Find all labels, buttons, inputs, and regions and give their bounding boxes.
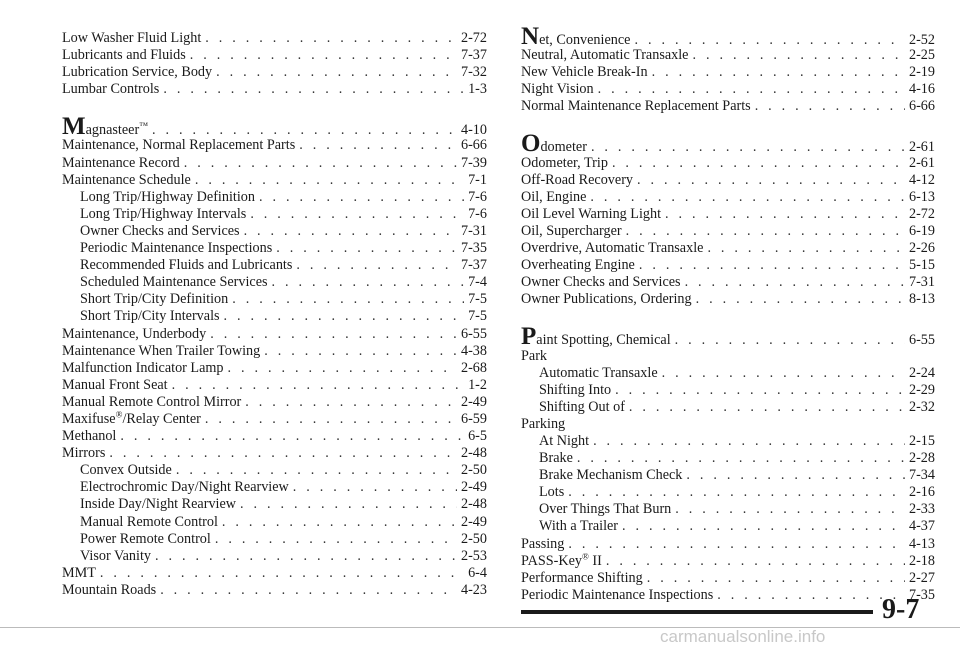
section-initial-p: P <box>521 323 537 351</box>
index-entry: Owner Checks and Services . . . 7-31 <box>521 274 935 291</box>
index-entry: Methanol . . . 6-5 <box>62 428 487 445</box>
index-entry: Maintenance, Normal Replacement Parts . . . 6-66 <box>62 137 487 154</box>
index-entry: Maxifuse®/Relay Center . . . 6-59 <box>62 411 487 428</box>
index-subentry: At Night . . . 2-15 <box>521 433 935 450</box>
index-subentry: Periodic Maintenance Inspections . . . 7-35 <box>62 240 487 257</box>
index-subentry: Short Trip/City Intervals . . . 7-5 <box>62 308 487 325</box>
index-entry: Performance Shifting . . . 2-27 <box>521 570 935 587</box>
index-subentry: Brake Mechanism Check . . . 7-34 <box>521 467 935 484</box>
index-subentry: Scheduled Maintenance Services . . . 7-4 <box>62 274 487 291</box>
section-initial-n: N <box>521 23 540 50</box>
registered-symbol: ® <box>581 550 589 561</box>
page-number: 9-7 <box>882 594 920 625</box>
index-heading: Park <box>521 347 548 364</box>
index-entry: Lumbar Controls . . . 1-3 <box>62 81 487 98</box>
index-entry: PASS-Key® II . . . 2-18 <box>521 553 935 570</box>
index-subentry: With a Trailer . . . 4-37 <box>521 518 935 535</box>
registered-symbol: ® <box>115 409 123 420</box>
index-entry-section-o: Odometer . . . 2-61 <box>521 137 935 154</box>
footer-rule <box>521 610 873 614</box>
index-entry: MMT . . . 6-4 <box>62 565 487 582</box>
section-initial-m: M <box>62 113 86 141</box>
index-subentry: Electrochromic Day/Night Rearview . . . 2-49 <box>62 479 487 496</box>
index-subentry: Shifting Out of . . . 2-32 <box>521 399 935 416</box>
index-subentry: Short Trip/City Definition . . . 7-5 <box>62 291 487 308</box>
index-entry: Normal Maintenance Replacement Parts . . . 6-66 <box>521 98 935 115</box>
index-column-left <box>62 30 487 599</box>
section-initial-o: O <box>521 130 541 158</box>
index-entry: Maintenance, Underbody . . . 6-55 <box>62 326 487 343</box>
index-subentry: Visor Vanity . . . 2-53 <box>62 548 487 565</box>
index-heading: Parking <box>521 415 566 432</box>
index-subentry: Convex Outside . . . 2-50 <box>62 462 487 479</box>
index-entry: Maintenance When Trailer Towing . . . 4-38 <box>62 343 487 360</box>
index-entry: Lubrication Service, Body . . . 7-32 <box>62 64 487 81</box>
index-entry-section-n: Net, Convenience . . . 2-52 <box>521 30 935 47</box>
index-entry-section-m: Magnasteer™ . . . 4-10 <box>62 120 487 137</box>
index-entry: Oil, Engine . . . 6-13 <box>521 189 935 206</box>
index-subentry: Recommended Fluids and Lubricants . . . 7-37 <box>62 257 487 274</box>
index-entry: Overdrive, Automatic Transaxle . . . 2-26 <box>521 240 935 257</box>
index-entry: Maintenance Schedule . . . 7-1 <box>62 172 487 189</box>
index-entry: Oil Level Warning Light . . . 2-72 <box>521 206 935 223</box>
index-entry: Owner Publications, Ordering . . . 8-13 <box>521 291 935 308</box>
index-entry: Lubricants and Fluids . . . 7-37 <box>62 47 487 64</box>
index-subentry: Inside Day/Night Rearview . . . 2-48 <box>62 496 487 513</box>
index-entry: Manual Remote Control Mirror . . . 2-49 <box>62 394 487 411</box>
index-subentry: Owner Checks and Services . . . 7-31 <box>62 223 487 240</box>
index-entry: Low Washer Fluid Light . . . 2-72 <box>62 30 487 47</box>
index-entry: Malfunction Indicator Lamp . . . 2-68 <box>62 360 487 377</box>
index-subentry: Brake . . . 2-28 <box>521 450 935 467</box>
index-subentry: Manual Remote Control . . . 2-49 <box>62 514 487 531</box>
index-subentry: Lots . . . 2-16 <box>521 484 935 501</box>
index-entry: Maintenance Record . . . 7-39 <box>62 155 487 172</box>
index-entry: Off-Road Recovery . . . 4-12 <box>521 172 935 189</box>
index-column-right <box>521 23 935 604</box>
index-entry: Oil, Supercharger . . . 6-19 <box>521 223 935 240</box>
index-entry: Odometer, Trip . . . 2-61 <box>521 155 935 172</box>
index-entry: Mountain Roads . . . 4-23 <box>62 582 487 599</box>
index-entry: Night Vision . . . 4-16 <box>521 81 935 98</box>
index-subentry: Over Things That Burn . . . 2-33 <box>521 501 935 518</box>
index-entry: Passing . . . 4-13 <box>521 536 935 553</box>
trademark-symbol: ™ <box>139 120 149 131</box>
index-subentry: Automatic Transaxle . . . 2-24 <box>521 365 935 382</box>
index-subentry: Long Trip/Highway Intervals . . . 7-6 <box>62 206 487 223</box>
index-subentry: Power Remote Control . . . 2-50 <box>62 531 487 548</box>
index-subentry: Shifting Into . . . 2-29 <box>521 382 935 399</box>
index-entry: Manual Front Seat . . . 1-2 <box>62 377 487 394</box>
watermark-text: carmanualsonline.info <box>660 627 826 646</box>
index-entry-section-p: Paint Spotting, Chemical . . . 6-55 <box>521 330 935 347</box>
index-entry: Neutral, Automatic Transaxle . . . 2-25 <box>521 47 935 64</box>
index-entry: Overheating Engine . . . 5-15 <box>521 257 935 274</box>
index-entry: New Vehicle Break-In . . . 2-19 <box>521 64 935 81</box>
index-entry: Mirrors . . . 2-48 <box>62 445 487 462</box>
index-subentry: Long Trip/Highway Definition . . . 7-6 <box>62 189 487 206</box>
index-entry: Periodic Maintenance Inspections . . . 7-35 <box>521 587 935 604</box>
